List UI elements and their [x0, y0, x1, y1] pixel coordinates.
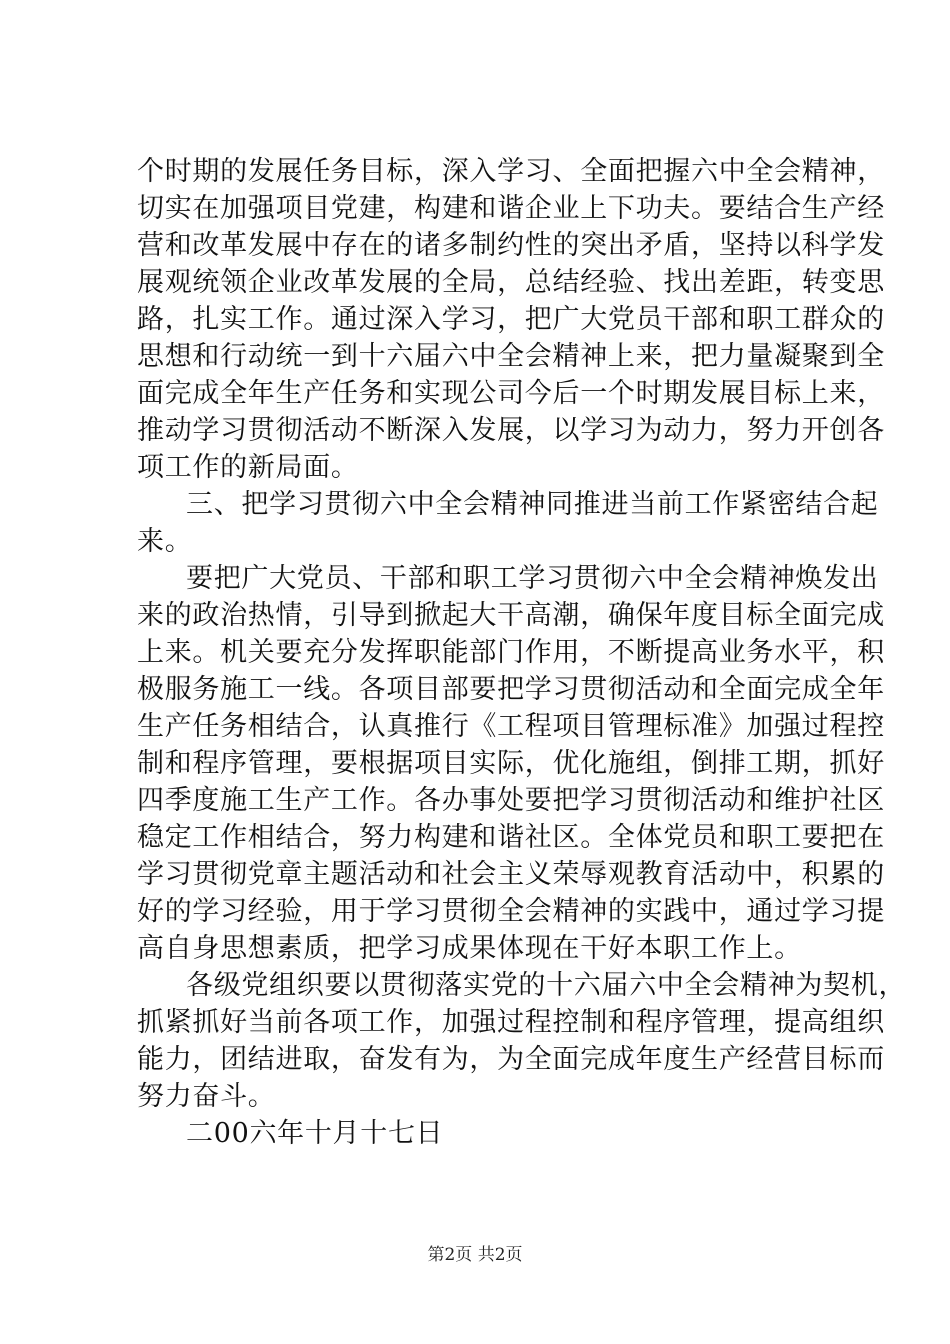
text-line: 努力奋斗。 — [137, 1081, 276, 1112]
text-line: 要把广大党员、干部和职工学习贯彻六中全会精神焕发出 — [186, 563, 879, 594]
text-line: 制和程序管理，要根据项目实际，优化施组，倒排工期，抓好 — [137, 748, 885, 779]
text-line: 极服务施工一线。各项目部要把学习贯彻活动和全面完成全年 — [137, 674, 885, 705]
text-line: 项工作的新局面。 — [137, 452, 359, 483]
text-line: 生产任务相结合，认真推行《工程项目管理标准》加强过程控 — [137, 711, 885, 742]
section-heading-line: 三、把学习贯彻六中全会精神同推进当前工作紧密结合起 — [186, 489, 879, 520]
text-line: 稳定工作相结合，努力构建和谐社区。全体党员和职工要把在 — [137, 822, 885, 853]
text-line: 能力，团结进取，奋发有为，为全面完成年度生产经营目标而 — [137, 1044, 885, 1075]
text-line: 展观统领企业改革发展的全局，总结经验、找出差距，转变思 — [137, 267, 885, 298]
text-line: 各级党组织要以贯彻落实党的十六届六中全会精神为契机， — [186, 970, 907, 1001]
page-number-footer: 第2页 共2页 — [427, 1245, 523, 1265]
text-line: 上来。机关要充分发挥职能部门作用，不断提高业务水平，积 — [137, 637, 885, 668]
text-line: 推动学习贯彻活动不断深入发展，以学习为动力，努力开创各 — [137, 415, 885, 446]
text-line: 学习贯彻党章主题活动和社会主义荣辱观教育活动中，积累的 — [137, 859, 885, 890]
text-line: 来的政治热情，引导到掀起大干高潮，确保年度目标全面完成 — [137, 600, 885, 631]
text-line: 四季度施工生产工作。各办事处要把学习贯彻活动和维护社区 — [137, 785, 885, 816]
section-heading-line: 来。 — [137, 526, 193, 557]
text-line: 高自身思想素质，把学习成果体现在干好本职工作上。 — [137, 933, 802, 964]
text-line: 抓紧抓好当前各项工作，加强过程控制和程序管理，提高组织 — [137, 1007, 885, 1038]
text-line: 路，扎实工作。通过深入学习，把广大党员干部和职工群众的 — [137, 304, 885, 335]
text-line: 思想和行动统一到十六届六中全会精神上来，把力量凝聚到全 — [137, 341, 885, 372]
text-line: 面完成全年生产任务和实现公司今后一个时期发展目标上来， — [137, 378, 885, 409]
date-line: 二00六年十月十七日 — [186, 1118, 444, 1149]
text-line: 好的学习经验，用于学习贯彻全会精神的实践中，通过学习提 — [137, 896, 885, 927]
text-line: 个时期的发展任务目标，深入学习、全面把握六中全会精神， — [137, 156, 885, 187]
text-line: 营和改革发展中存在的诸多制约性的突出矛盾，坚持以科学发 — [137, 230, 885, 261]
text-line: 切实在加强项目党建，构建和谐企业上下功夫。要结合生产经 — [137, 193, 885, 224]
